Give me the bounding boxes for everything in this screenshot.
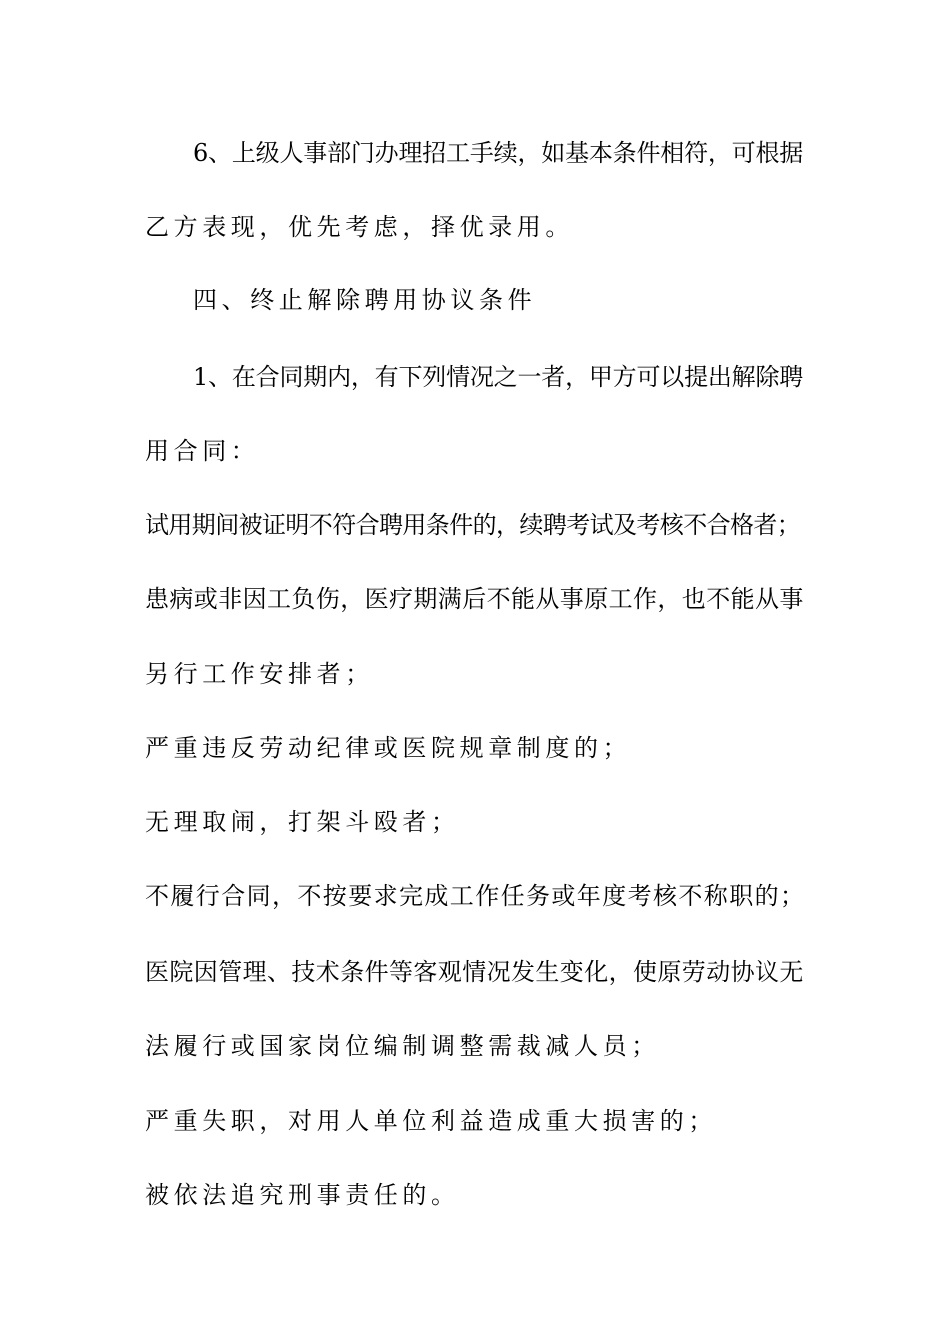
paragraph-line: 用合同： bbox=[145, 437, 260, 465]
list-item: 严重失职，对用人单位利益造成重大损害的； bbox=[145, 1107, 717, 1135]
paragraph-line: 1、在合同期内，有下列情况之一者，甲方可以提出解除聘 bbox=[193, 363, 804, 391]
list-item: 无理取闹，打架斗殴者； bbox=[145, 808, 460, 836]
list-item: 严重违反劳动纪律或医院规章制度的； bbox=[145, 734, 632, 762]
list-item: 被依法追究刑事责任的。 bbox=[145, 1181, 460, 1209]
list-item: 不履行合同，不按要求完成工作任务或年度考核不称职的； bbox=[145, 882, 806, 910]
list-item: 另行工作安排者； bbox=[145, 660, 374, 688]
paragraph-line: 乙方表现，优先考虑，择优录用。 bbox=[145, 213, 574, 241]
list-item: 法履行或国家岗位编制调整需裁减人员； bbox=[145, 1032, 660, 1060]
list-item: 医院因管理、技术条件等客观情况发生变化，使原劳动协议无 bbox=[145, 958, 804, 986]
paragraph-line: 6、上级人事部门办理招工手续，如基本条件相符，可根据 bbox=[193, 139, 804, 167]
list-item: 试用期间被证明不符合聘用条件的，续聘考试及考核不合格者； bbox=[145, 511, 801, 539]
section-heading: 四、终止解除聘用协议条件 bbox=[193, 286, 537, 314]
list-item: 患病或非因工负伤，医疗期满后不能从事原工作，也不能从事 bbox=[145, 585, 804, 613]
